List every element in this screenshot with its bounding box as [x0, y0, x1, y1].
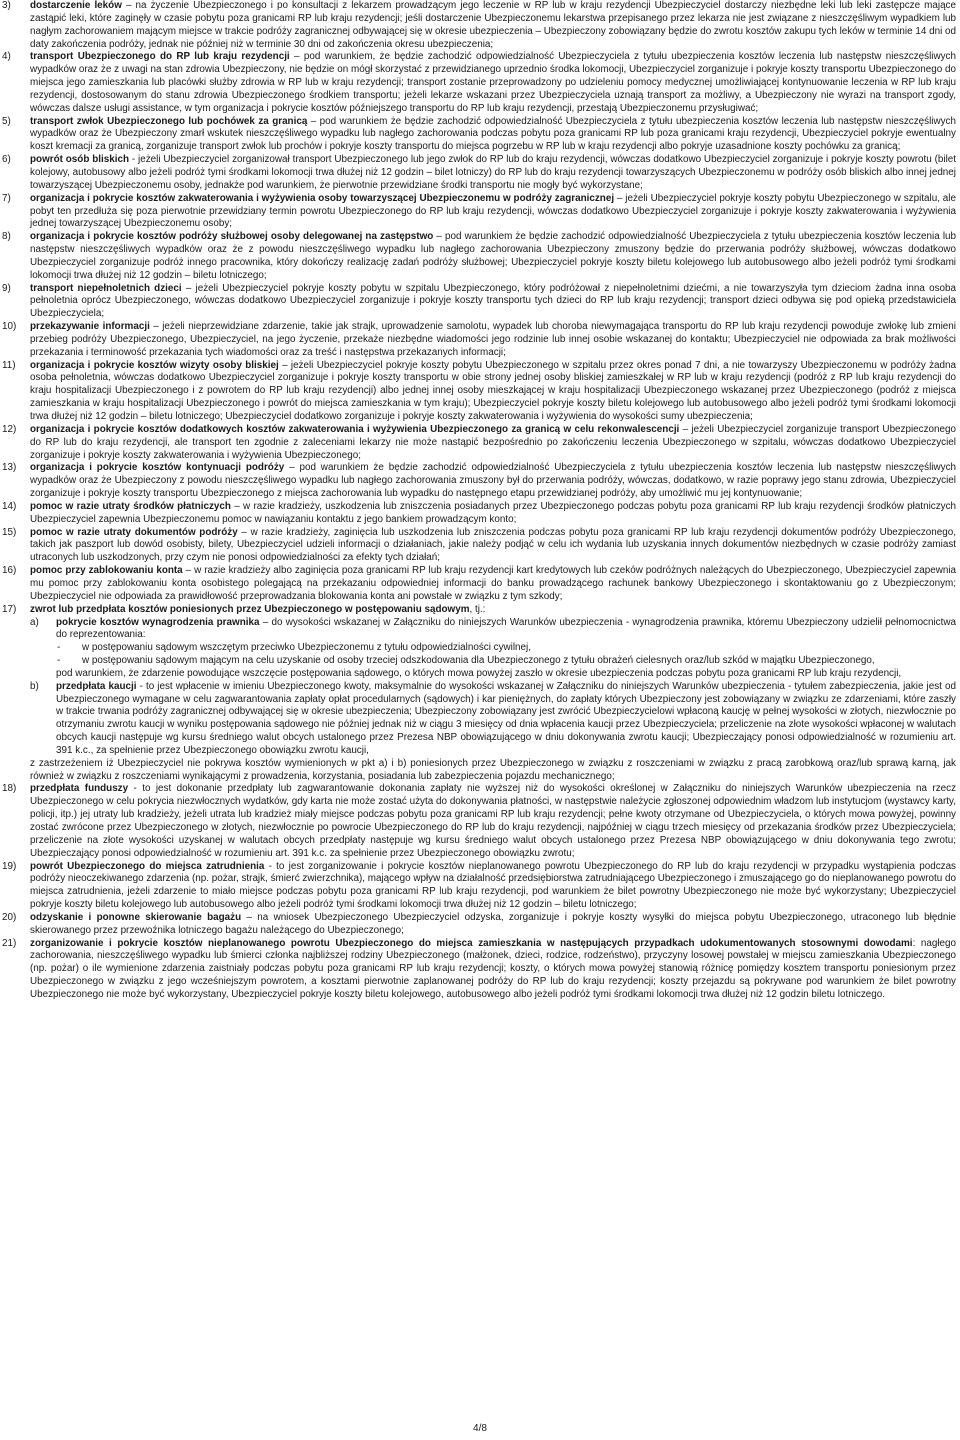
item-title: przekazywanie informacji — [30, 321, 150, 333]
sub-item-text — [56, 681, 956, 758]
list-item — [0, 283, 960, 322]
list-item — [0, 861, 960, 912]
item-number: 4) — [2, 51, 11, 63]
item-text — [30, 154, 956, 193]
dash-item — [56, 642, 956, 655]
list-item — [0, 912, 960, 938]
item-body: - to jest zorganizowanie i pokrycie kosztów nieplanowanego powrotu Ubezpieczonego do RP lub do kraju rezydencji w przypadku wystąpienia podczas podróży nieoczekiwanego zdarzenia (np. pożar, strajk, śmierć zwierzchnika), mającego wpływ na działalność przedsiębiorstwa zatrudniającego Ubezpieczonego i zmuszającego go do nieplanowanego powrotu do miejsca zatrudnienia, jeżeli zdarzenie to miało miejsce podczas pobytu poza granicami RP lub kraju rezydencji, pod warunkiem że bilet powrotny Ubezpieczonego nie może być wykorzystany; Ubezpieczyciel pokryje koszty biletu kolejowego lub autobusowego albo jeżeli podróż tymi środkami lokomocji trwa dłużej niż 12 godzin – biletu lotniczego; — [30, 860, 956, 911]
list-item — [0, 116, 960, 155]
item-title: organizacja i pokrycie kosztów wizyty osoby bliskiej — [30, 359, 279, 371]
item-number: 5) — [2, 115, 11, 127]
page-number: 4/8 — [473, 1423, 487, 1434]
item-title: przedpłata funduszy — [30, 783, 129, 795]
item-text — [30, 193, 956, 232]
item-number: 18) — [2, 783, 17, 795]
item-text — [30, 604, 956, 617]
item-title: dostarczenie leków — [30, 0, 122, 11]
item-text — [30, 51, 956, 115]
item-body: – pod warunkiem że będzie zachodzić odpowiedzialność Ubezpieczyciela z tytułu ubezpieczenia kosztów leczenia lub następstw nieszczęśliwych wypadków oraz że Ubezpieczony zmarł wskutek nieszczęśliwego wypadku lub nagłego zachorowania podczas pobytu poza granicami RP lub poza granicami kraju rezydencji, Ubezpieczyciel pokryje ewentualny koszt kremacji za granicą, zorganizuje transport zwłok lub prochów i pokryje koszty transportu do miejsca pogrzebu w RP lub w kraju rezydencji albo pokryje uzasadnione koszty pochówku za granicą; — [30, 115, 956, 153]
item-text — [30, 0, 956, 51]
item-body: - to jest dokonanie przedpłaty lub zagwarantowanie dokonania zapłaty nie wyższej niż do wysokości określonej w Załączniku do niniejszych Warunków ubezpieczenia na rzecz Ubezpieczonego w celu pokrycia niezwłocznych wydatków, gdy karta nie może zostać użyta do dokonywania płatności, w następstwie należycie zgłoszonej odpowiednim władzom lub instytucjom (wystawcy karty, policji, itp.) jej utraty lub kradzieży, jeżeli utrata lub kradzież miały miejsce podczas pobytu poza granicami RP lub kraju rezydencji; pełne kwoty otrzymane od Ubezpieczyciela, o których mowa powyżej, powinny zostać zwrócone przez Ubezpieczonego w złotych, niezwłocznie po powrocie Ubezpieczonego do RP lub do kraju rezydencji, najpóźniej w ciągu trzech miesięcy od przekazania środków przez Ubezpieczyciela; przeliczenie na złote wysokości uzyskanej w walutach obcych przedpłaty następuje wg kursu średniego walut obcych ustalonego przez Prezesa NBP obowiązującego w dniu dokonywania tego zwrotu; Ubezpieczający ponosi odpowiedzialność w rozumieniu art. 391 k.c. za spełnienie przez Ubezpieczonego obowiązku zwrotu; — [30, 783, 957, 859]
item-body: – pod warunkiem, że będzie zachodzić odpowiedzialność Ubezpieczyciela z tytułu ubezpieczenia kosztów leczenia lub następstw nieszczęśliwych wypadków oraz że z uwagi na stan zdrowia Ubezpieczony, nie będzie on mógł skorzystać z przewidzianego uprzednio środka lokomocji, Ubezpieczyciel zorganizuje i pokryje koszty transportu Ubezpieczonego do miejsca jego zamieszkania lub placówki służby zdrowia w RP lub w kraju rezydencji; transport zostanie przeprowadzony po udzieleniu pomocy medycznej umożliwiającej kontynuowanie leczenia w RP lub kraju rezydencji, dostosowanym do stanu zdrowia Ubezpieczonego środkiem transportu; jeżeli lekarze wskazani przez Ubezpieczyciela uznają transport za możliwy, a Ubezpieczony nie wyrazi na transport zgody, wówczas dalsze usługi assistance, w tym organizacja i pokrycie kosztów późniejszego transportu do RP lub kraju rezydencji, przestają Ubezpieczonemu przysługiwać; — [30, 51, 956, 114]
dash-item — [56, 655, 956, 668]
item-number: 6) — [2, 154, 11, 166]
item-body: – jeżeli Ubezpieczyciel zorganizuje transport Ubezpieczonego do RP lub do kraju rezydencji, ale transport ten zgodnie z zaleceniami lekarzy nie może nastąpić bezpośrednio po zakończeniu leczenia Ubezpieczonego w szpitalu, wówczas dodatkowo Ubezpieczyciel zorganizuje i pokryje koszty zakwaterowania i wyżywienia Ubezpieczonego; — [30, 423, 957, 461]
item-title: pomoc w razie utraty środków płatniczych — [30, 500, 231, 512]
item-title: zorganizowanie i pokrycie kosztów nieplanowanego powrotu Ubezpieczonego do miejsca zamieszkania w następujących przypadkach udokumentowanych stosownymi dowodami — [30, 937, 913, 949]
item-text — [30, 321, 956, 360]
item-text — [30, 360, 956, 424]
item-number: 11) — [2, 359, 16, 371]
dash-item-text: w postępowaniu sądowym mającym na celu uzyskanie od osoby trzeciej odszkodowania dla Ubezpieczonego z tytułu obrażeń cielesnych oraz/lub szkód w majątku Ubezpieczonego, — [82, 655, 875, 667]
item-title: zwrot lub przedpłata kosztów poniesionych przez Ubezpieczonego w postępowaniu sądowym — [30, 603, 470, 615]
dash-item-text: w postępowaniu sądowym wszczętym przeciwko Ubezpieczonemu z tytułu odpowiedzialności cywilnej, — [82, 642, 531, 654]
item-title: organizacja i pokrycie kosztów podróży służbowej osoby delegowanej na zastępstwo — [30, 231, 434, 243]
sub-item — [30, 617, 956, 681]
item-title: organizacja i pokrycie kosztów dodatkowych kosztów zakwaterowania i wyżywienia Ubezpieczonego za granicą w celu rekonwalescencji — [30, 423, 680, 435]
item-text — [30, 938, 956, 1002]
item-number: 10) — [2, 321, 17, 333]
item-body: : nagłego zachorowania, nieszczęśliwego wypadku lub śmierci członka najbliższej rodziny Ubezpieczonego (małżonek, dzieci, rodzice, rodzeństwo), przyczyny losowej powstałej w miejscu zamieszkania Ubezpieczonego (np. pożar) o ile wymienione zdarzenia zaistniały podczas pobytu poza granicami RP lub kraju rezydencji; koszty, o których mowa powyżej stanowią różnicę pomiędzy kosztem transportu poniesionym przez Ubezpieczonego w związku z jego wcześniejszym powrotem, a kosztami pierwotnie zaplanowanej podróży do RP lub do kraju rezydencji; koszty przejazdu są pokrywane pod warunkiem że bilet powrotny Ubezpieczonego nie może być wykorzystany, Ubezpieczyciel pokryje koszty biletu kolejowego, autobusowego albo jeżeli podróż tymi środkami lokomocji trwa dłużej niż 12 godzin biletu lotniczego. — [30, 937, 956, 1000]
item-body: , tj.: — [469, 603, 486, 615]
item-number: 9) — [2, 282, 11, 294]
sub-item-letter: b) — [30, 680, 39, 692]
list-item — [0, 231, 960, 282]
list-item — [0, 360, 960, 424]
item-text — [30, 861, 956, 912]
list-item — [0, 0, 960, 51]
item-body: – na życzenie Ubezpieczonego i po konsultacji z lekarzem prowadzącym jego leczenie w RP lub w kraju rezydencji Ubezpieczyciel dostarczy niezbędne leki lub leki zastępcze mające zastąpić leki, które zaginęły w czasie pobytu poza granicami RP lub kraju rezydencji; jeśli dostarczenie Ubezpieczonemu lekarstwa przepisanego przez lekarza nie jest związane z nieszczęśliwym wypadkiem lub nagłym zachorowaniem mającym miejsce w trakcie podróży zagranicznej odbywającej się w okresie ubezpieczenia – Ubezpieczony zobowiązany będzie do zwrotu kosztów zakupu tych leków w terminie 14 dni od daty zakończenia podróży, jednak nie później niż w terminie 30 dni od zakończenia okresu ubezpieczenia; — [30, 0, 956, 50]
list-item — [0, 501, 960, 527]
item-number: 17) — [2, 603, 17, 615]
item-number: 19) — [2, 860, 17, 872]
item-title: pomoc przy zablokowaniu konta — [30, 565, 183, 577]
sub-item-body: - to jest wpłacenie w imieniu Ubezpieczonego kwoty, maksymalnie do wysokości wskazanej w Załączniku do niniejszych Warunków ubezpieczenia - tytułem zabezpieczenia, jakie jest od Ubezpieczonego wymagane w celu zagwarantowania zapłaty opłat procedularnych (sądowych) i kar pieniężnych, do zapłaty których Ubezpieczony jest zobowiązany w związku ze zdarzeniami, które zaszły w trakcie trwania podróży zagranicznej odbywającej się w okresie ubezpieczenia; Ubezpieczony zobowiązany jest zwrócić Ubezpieczycielowi wpłaconą kaucję w pełnej wysokości w złotych, niezwłocznie po otrzymaniu zwrotu kaucji w wyniku postępowania sądowego nie później jednak niż w ciągu 3 miesięcy od dnia wpłacenia kaucji przez Ubezpieczyciela; przeliczenie na złote wysokości wpłaconej w walutach obcych kaucji następuje wg kursu średniego walut obcych ustalonego przez Prezesa NBP obowiązującego w dniu dokonywania zwrotu kaucji; Ubezpieczający ponosi odpowiedzialność w rozumieniu art. 391 k.c., za spełnienie przez Ubezpieczonego obowiązku zwrotu kaucji, — [56, 680, 956, 756]
item-text — [30, 231, 956, 282]
item-title: powrót osób bliskich — [30, 154, 129, 166]
list-item — [0, 462, 960, 501]
item-body: – w razie kradzieży, zaginięcia lub uszkodzenia lub zniszczenia podczas pobytu poza granicami RP lub kraju rezydencji dokumentów podróży Ubezpieczonego, takich jak paszport lub dowód osobisty, bilety, Ubezpieczyciel udzieli informacji o działaniach, jakie należy podjąć w celu ich wydania lub uzyskania innych dokumentów niezbędnych w czasie podróży zamiast utraconych lub uszkodzonych, przy czym nie ponosi odpowiedzialności za efekty tych działań; — [30, 526, 956, 564]
item-title: pomoc w razie utraty dokumentów podróży — [30, 526, 238, 538]
item-text — [30, 501, 956, 527]
dash-bullet: - — [57, 642, 61, 654]
item-body: – jeżeli nieprzewidziane zdarzenie, takie jak strajk, uprowadzenie samolotu, wypadek lub choroba niewymagająca transportu do RP lub kraju rezydencji powoduje zwłokę lub zmieni przebieg podróży Ubezpieczonego, Ubezpieczyciel, na jego życzenie, przekaże niezbędne wiadomości jego rodzinie lub innej osobie wskazanej do kontaktu; Ubezpieczyciel nie odpowiada za brak możliwości przekazania i terminowość przekazania tych wiadomości oraz za treść i następstwa przekazanych informacji; — [30, 321, 956, 358]
dash-bullet: - — [57, 655, 61, 667]
item-title: organizacja i pokrycie kosztów kontynuacji podróży — [30, 462, 285, 474]
item-body: – jeżeli Ubezpieczyciel pokryje koszty pobytu Ubezpieczonego w szpitalu przez okres ponad 7 dni, a nie towarzyszy Ubezpieczonemu w podróży żadna osoba pełnoletnia, wówczas dodatkowo Ubezpieczyciel zorganizuje i pokryje koszty transportu w obie strony jednej osoby bliskiej zamieszkałej w RP lub w kraju rezydencji (podróż z RP lub kraju rezydencji do kraju hospitalizacji Ubezpieczonego i z powrotem do RP lub kraju rezydencji) albo jednej innej osoby mieszkającej w kraju hospitalizacji Ubezpieczonego wskazanej przez Ubezpieczonego (podróż z miejsca zamieszkania w kraju hospitalizacji Ubezpieczonego i powrót do miejsca zamieszkania w tym kraju); Ubezpieczyciel pokryje koszty biletu kolejowego lub autobusowego albo jeżeli podróż tymi środkami lokomocji trwa dłużej niż 12 godzin – biletu lotniczego; Ubezpieczyciel dodatkowo zorganizuje i pokryje koszty zakwaterowania i wyżywienia do wysokości sumy ubezpieczenia; — [30, 359, 957, 422]
list-item — [0, 783, 960, 860]
item-number: 20) — [2, 911, 17, 923]
item-title: powrót Ubezpieczonego do miejsca zatrudnienia — [30, 860, 265, 872]
item-text — [30, 462, 956, 501]
sub-item-note: pod warunkiem, że zdarzenie powodujące wszczęcie postępowania sądowego, o których mowa powyżej zaszło w okresie ubezpieczenia podczas pobytu poza granicami RP lub kraju rezydencji, — [56, 667, 902, 679]
sub-item-title: pokrycie kosztów wynagrodzenia prawnika — [56, 616, 260, 628]
list-item — [0, 51, 960, 115]
sub-item-title: przedpłata kaucji — [56, 680, 137, 692]
item-number: 13) — [2, 462, 17, 474]
item-text — [30, 527, 956, 566]
item-title: transport Ubezpieczonego do RP lub kraju rezydencji — [30, 51, 290, 63]
item-note: z zastrzeżeniem iż Ubezpieczyciel nie pokrywa kosztów wymienionych w pkt a) i b) poniesionych przez Ubezpieczonego w związku z roszczeniami w związku z pracą zarobkową oraz/lub sprawą karną, jak również w związku z roszczeniami wynikającymi z prowadzenia, korzystania, posiadania lub zabezpieczenia pojazdu mechanicznego; — [30, 757, 956, 782]
item-number: 21) — [2, 937, 17, 949]
item-text — [30, 912, 956, 938]
item-title: odzyskanie i ponowne skierowanie bagażu — [30, 911, 242, 923]
item-number: 7) — [2, 192, 11, 204]
sub-item-text — [56, 617, 956, 643]
item-body: – jeżeli Ubezpieczyciel pokryje koszty pobytu w szpitalu Ubezpieczonego, który podróżował z niepełnoletnimi dziećmi, a nie towarzyszyła tym dzieciom żadna inna osoba pełnoletnia oprócz Ubezpieczonego, wówczas dodatkowo Ubezpieczyciel zorganizuje i pokryje koszty transportu tych dzieci do RP lub kraju rezydencji; transport dzieci odbywa się pod opieką przedstawiciela Ubezpieczyciela; — [30, 282, 956, 320]
item-number: 8) — [2, 231, 11, 243]
item-text — [30, 565, 956, 604]
list-item — [0, 193, 960, 232]
item-text — [30, 116, 956, 155]
item-number: 12) — [2, 423, 17, 435]
item-body: – w razie kradzieży, uszkodzenia lub zniszczenia posiadanych przez Ubezpieczonego podczas pobytu poza granicami RP lub kraju rezydencji środków płatniczych Ubezpieczyciel zapewnia Ubezpieczonemu pomoc w nawiązaniu kontaktu z jego bankiem prowadzącym konto; — [30, 500, 957, 525]
item-title: transport zwłok Ubezpieczonego lub pochówek za granicą — [30, 115, 308, 127]
item-body: – pod warunkiem że będzie zachodzić odpowiedzialność Ubezpieczyciela z tytułu ubezpieczenia kosztów leczenia lub następstw nieszczęśliwych wypadków oraz że Ubezpieczony z powodu nieszczęśliwego wypadku lub nagłego zachorowania zmuszony był do przerwania podróży, wówczas, dodatkowo, w razie poprawy jego stanu zdrowia, Ubezpieczyciel zorganizuje i pokryje koszty transportu Ubezpieczonego z miejsca zachorowania lub wypadku do następnego etapu przewidzianej podróży, aby umożliwić mu jej kontynuowanie; — [30, 462, 956, 500]
list-item — [0, 527, 960, 566]
list-item — [0, 424, 960, 463]
item-text — [30, 783, 956, 860]
item-body: – jeżeli Ubezpieczyciel pokryje koszty pobytu Ubezpieczonego w szpitalu, ale pobyt ten przedłuża się poza pierwotnie przewidziany termin powrotu Ubezpieczonego do RP lub kraju rezydencji, wówczas dodatkowo Ubezpieczyciel zorganizuje i pokryje koszty zakwaterowania i wyżywienia jednej towarzyszącej Ubezpieczonemu osoby; — [30, 192, 956, 230]
sub-item — [30, 681, 956, 758]
item-title: transport niepełnoletnich dzieci — [30, 282, 182, 294]
list-item — [0, 154, 960, 193]
item-number: 14) — [2, 500, 17, 512]
item-body: – pod warunkiem że będzie zachodzić odpowiedzialność Ubezpieczyciela z tytułu ubezpieczenia kosztów leczenia lub następstw nieszczęśliwych wypadków oraz że z powodu nieszczęśliwego wypadku lub nagłego zachorowania Ubezpieczony zmuszony będzie do przerwania podróży służbowej, wówczas dodatkowo Ubezpieczyciel zorganizuje podróż innego pracownika, który dokończy realizację zadań podróży służbowej; Ubezpieczyciel pokryje koszty biletu kolejowego lub autobusowego albo jeżeli podróż tymi środkami lokomocji trwa dłużej niż 12 godzin – biletu lotniczego; — [30, 231, 956, 281]
list-item — [0, 938, 960, 1002]
list-item — [0, 321, 960, 360]
item-number: 3) — [2, 0, 11, 11]
item-number: 16) — [2, 565, 17, 577]
list-item — [0, 604, 960, 784]
item-body: - jeżeli Ubezpieczyciel zorganizował transport Ubezpieczonego lub jego zwłok do RP lub do kraju rezydencji, wówczas dodatkowo Ubezpieczyciel zorganizuje i pokryje koszty powrotu (bilet kolejowy, autobusowy albo jeżeli podróż tymi środkami lokomocji trwa dłużej niż 12 godzin – bilet lotniczy) do RP lub do kraju rezydencji towarzyszących Ubezpieczonemu w podróży osób bliskich albo innej jednej towarzyszącej Ubezpieczonemu osoby, jednakże pod warunkiem, że pierwotnie przewidziane środki transportu nie mogły być wykorzystane; — [30, 154, 957, 191]
item-body: – w razie kradzieży albo zaginięcia poza granicami RP lub kraju rezydencji kart kredytowych lub czeków podróżnych należących do Ubezpieczonego, Ubezpieczyciel zapewnia mu pomoc przy zablokowaniu konta osobistego polegającą na przekazaniu odpowiedniej informacji do banku prowadzącego rachunek bankowy Ubezpieczonego i skontaktowaniu go z Ubezpieczonym; Ubezpieczyciel nie odpowiada za prawidłowość przeprowadzania blokowania konta ani powstałe w związku z tym szkody; — [30, 565, 957, 602]
item-number: 15) — [2, 526, 17, 538]
list-item — [0, 565, 960, 604]
item-text — [30, 424, 956, 463]
item-title: organizacja i pokrycie kosztów zakwaterowania i wyżywienia osoby towarzyszącej Ubezpieczonemu w podróży zagranicznej — [30, 192, 615, 204]
item-body: – na wniosek Ubezpieczonego Ubezpieczyciel odzyska, zorganizuje i pokryje koszty wysyłki do miejsca pobytu Ubezpieczonego, utraconego lub błędnie skierowanego przez przewoźnika lotniczego bagażu należącego do Ubezpieczonego; — [30, 911, 957, 936]
item-text — [30, 283, 956, 322]
sub-item-body: – do wysokości wskazanej w Załączniku do niniejszych Warunków ubezpieczenia - wynagrodzenia prawnika, któremu Ubezpieczony udzielił pełnomocnictwa do reprezentowania: — [56, 616, 956, 641]
sub-item-letter: a) — [30, 616, 39, 628]
